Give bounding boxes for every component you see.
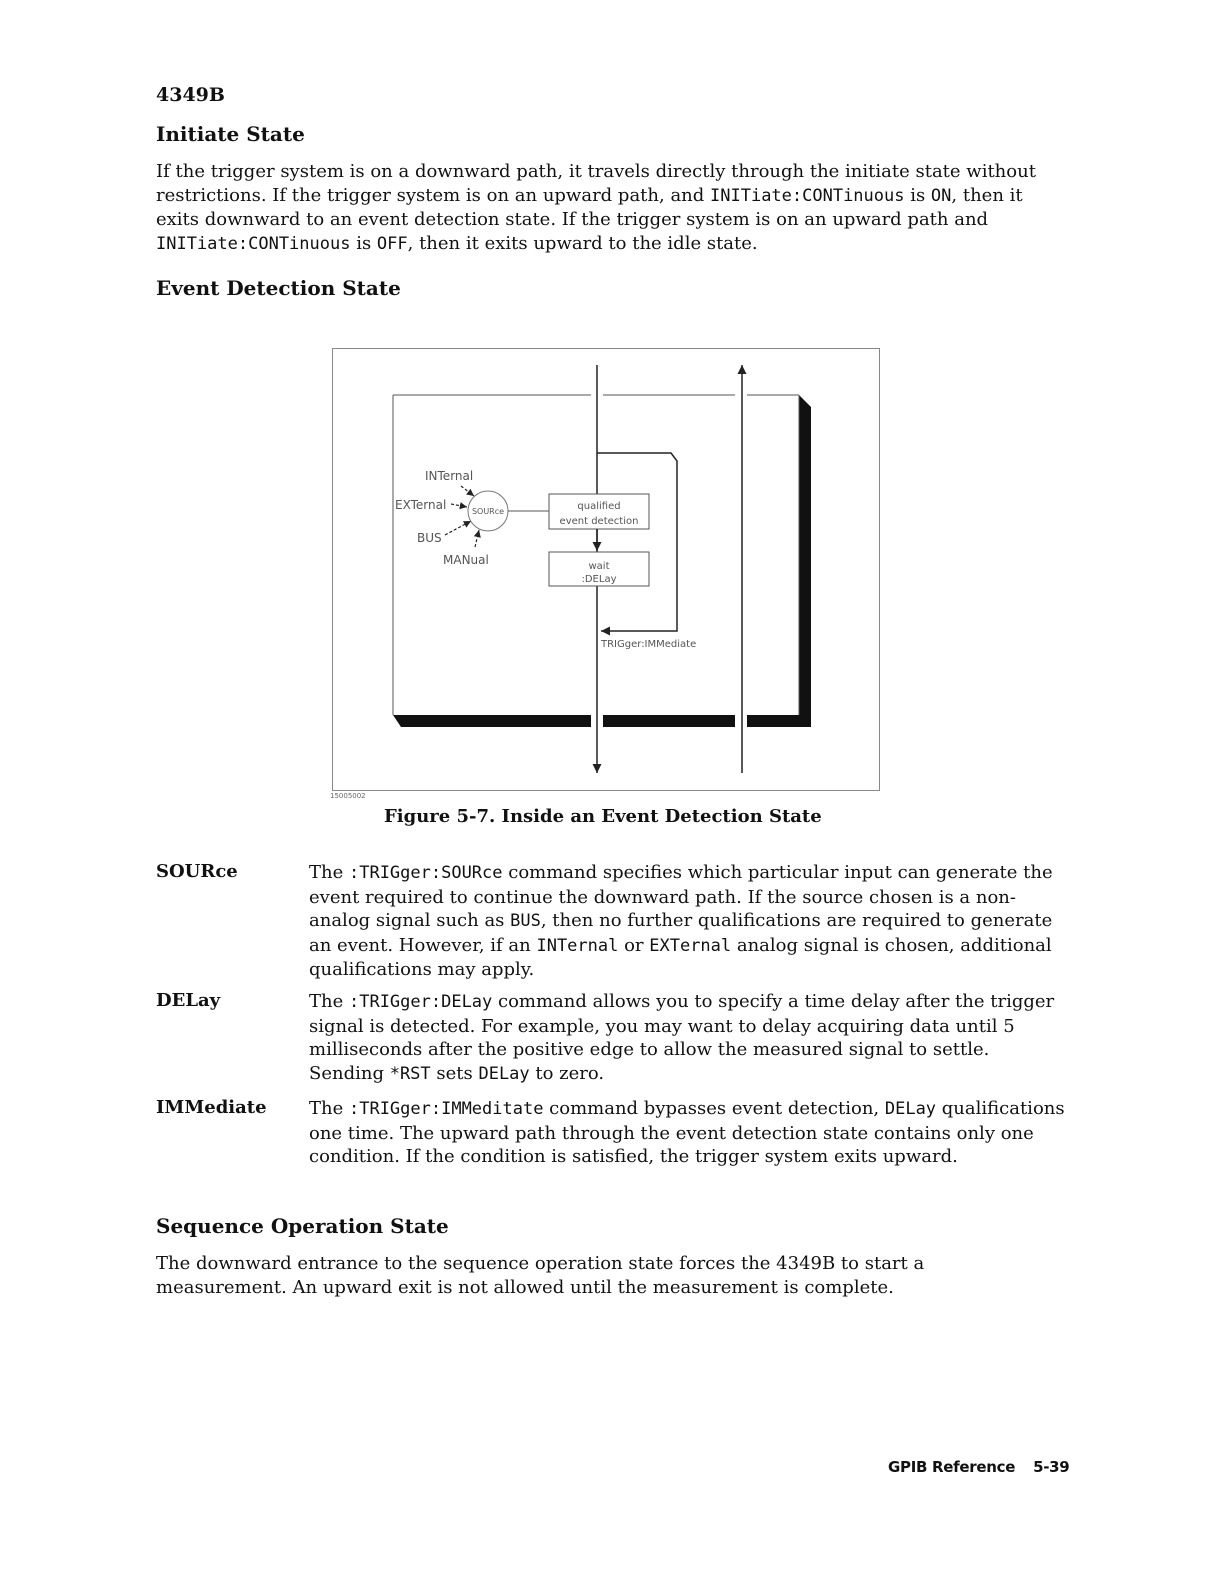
loop-return-path [597, 453, 677, 631]
code-trigger-immediate: :TRIGger:IMMeditate [348, 1099, 544, 1119]
term-immediate: IMMediate [156, 1097, 267, 1118]
label-bus: BUS [417, 531, 442, 545]
code-trigger-delay: :TRIGger:DELay [348, 992, 493, 1012]
diagram-svg [333, 349, 881, 792]
term-source: SOURce [156, 861, 238, 882]
label-source: SOURce [471, 507, 505, 516]
label-manual: MANual [443, 553, 489, 567]
label-trigger-immediate: TRIGger:IMMediate [601, 639, 697, 650]
heading-event-detection-state: Event Detection State [156, 276, 401, 300]
code-external: EXTernal [649, 935, 732, 956]
label-wait-1: wait [588, 561, 610, 572]
code-initiate-continuous-2: INITiate:CONTinuous [156, 233, 351, 254]
term-delay: DELay [156, 990, 221, 1011]
code-internal: INTernal [536, 935, 619, 956]
paragraph-initiate-state: If the trigger system is on a downward path, it travels directly through the initiate state without restrictions. If the trigger system is on an upward path, and INITiate:CONTinuous is ON, then it exits downward to an event detection state. If the trigger system is on an upward path and INITiate:CONTinuous is OFF, then it exits upward to the idle state. [156, 161, 1036, 254]
figure-event-detection-diagram [332, 348, 880, 791]
label-external: EXTernal [395, 498, 447, 512]
definition-immediate: The :TRIGger:IMMeditate command bypasses event detection, DELay qualifications one time. The upward path through the event detection state contains only one condition. If the condition is satisfied, the trigger system exits upward. [309, 1098, 1065, 1167]
page-header-model: 4349B [156, 84, 225, 106]
code-rst: *RST [389, 1063, 431, 1084]
label-qualified-2: event detection [559, 516, 639, 527]
paragraph-sequence-operation: The downward entrance to the sequence operation state forces the 4349B to start a measurement. An upward exit is not allowed until the measurement is complete. [156, 1253, 925, 1298]
code-trigger-source: :TRIGger:SOURce [348, 863, 503, 883]
code-delay-2: DELay [884, 1099, 937, 1119]
definition-delay: The :TRIGger:DELay command allows you to specify a time delay after the trigger signal is detected. For example, you may want to delay acquiring data until 5 milliseconds after the positive edge to allow the measured signal to settle. Sending *RST sets DELay to zero. [309, 991, 1055, 1084]
label-qualified-1: qualified [577, 501, 621, 512]
page-footer [888, 1458, 1069, 1476]
figure-id: 15005002 [330, 792, 366, 800]
label-wait-2: :DELay [581, 574, 617, 585]
heading-sequence-operation-state: Sequence Operation State [156, 1214, 449, 1238]
figure-caption: Figure 5-7. Inside an Event Detection State [384, 806, 822, 827]
label-internal: INTernal [425, 469, 474, 483]
code-initiate-continuous: INITiate:CONTinuous [710, 185, 905, 206]
definition-source: The :TRIGger:SOURce command specifies which particular input can generate the event required to continue the downward path. If the source chosen is a non-analog signal such as BUS, then no further qualifications are required to generate an event. However, if an INTernal or EXTernal analog signal is chosen, additional qualifications may apply. [309, 862, 1053, 980]
footer-page-number: 5-39 [1033, 1458, 1070, 1476]
code-off: OFF [376, 233, 408, 254]
heading-initiate-state: Initiate State [156, 122, 305, 146]
code-bus: BUS [510, 911, 541, 931]
code-delay: DELay [478, 1063, 530, 1084]
footer-section: GPIB Reference [888, 1458, 1016, 1476]
code-on: ON [930, 185, 952, 206]
